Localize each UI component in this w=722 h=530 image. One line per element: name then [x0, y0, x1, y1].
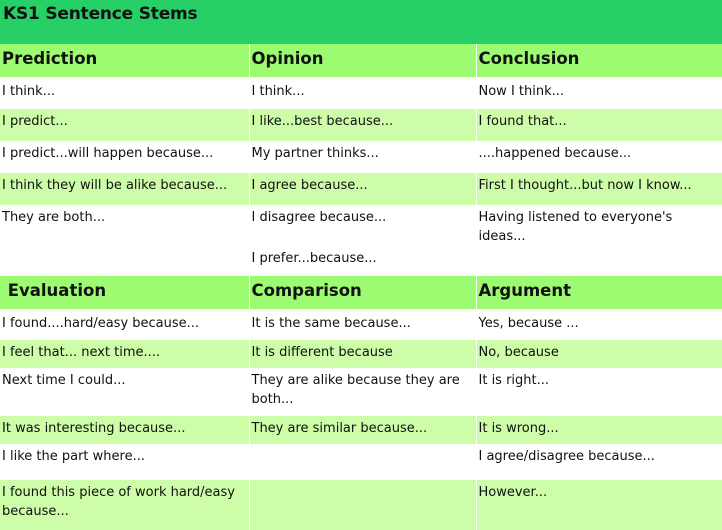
table-row — [0, 310, 722, 340]
table-cell: I prefer...because... — [249, 246, 476, 283]
header-evaluation: Evaluation — [0, 276, 249, 310]
table-row — [0, 205, 722, 246]
table-cell: I think they will be alike because... — [0, 173, 249, 205]
table-row — [0, 109, 722, 141]
table-cell: No, because — [476, 340, 722, 368]
table-cell: I predict... — [0, 109, 249, 141]
header-conclusion: Conclusion — [476, 44, 722, 78]
table-cell: ....happened because... — [476, 141, 722, 173]
table-cell — [249, 444, 476, 480]
table-cell: They are similar because... — [249, 416, 476, 444]
table-cell: Having listened to everyone's ideas... — [476, 205, 722, 246]
header-opinion: Opinion — [249, 44, 476, 78]
table-cell: It is right... — [476, 368, 722, 416]
table-cell: I found....hard/easy because... — [0, 310, 249, 340]
table-cell — [249, 480, 476, 530]
table-row — [0, 444, 722, 480]
header-argument: Argument — [476, 276, 722, 310]
table-row — [0, 78, 722, 109]
header-comparison: Comparison — [249, 276, 476, 310]
table-cell: I found that... — [476, 109, 722, 141]
table-cell: I like...best because... — [249, 109, 476, 141]
table-row — [0, 340, 722, 368]
table-cell: I like the part where... — [0, 444, 249, 480]
table-cell: First I thought...but now I know... — [476, 173, 722, 205]
table-cell: It was interesting because... — [0, 416, 249, 444]
table-row — [0, 416, 722, 444]
table-row — [0, 173, 722, 205]
table-cell: They are both... — [0, 205, 249, 246]
section-1-table — [0, 44, 722, 283]
table-cell: I think... — [0, 78, 249, 109]
table-cell: It is the same because... — [249, 310, 476, 340]
table-cell: They are alike because they are both... — [249, 368, 476, 416]
table-cell: I agree because... — [249, 173, 476, 205]
table-row — [0, 368, 722, 416]
table-cell: I think... — [249, 78, 476, 109]
table-cell: Now I think... — [476, 78, 722, 109]
table-cell: I predict...will happen because... — [0, 141, 249, 173]
table-cell: My partner thinks... — [249, 141, 476, 173]
table-cell: However... — [476, 480, 722, 530]
table-cell: Yes, because ... — [476, 310, 722, 340]
header-prediction: Prediction — [0, 44, 249, 78]
table-row — [0, 141, 722, 173]
section-2-header-row — [0, 276, 722, 310]
page-title: KS1 Sentence Stems — [0, 0, 722, 44]
table-cell: It is different because — [249, 340, 476, 368]
table-cell: I disagree because... — [249, 205, 476, 246]
table-cell: I feel that... next time.... — [0, 340, 249, 368]
section-2-table — [0, 276, 722, 530]
section-1-header-row — [0, 44, 722, 78]
table-cell: I found this piece of work hard/easy because... — [0, 480, 249, 530]
table-row — [0, 480, 722, 530]
table-cell: It is wrong... — [476, 416, 722, 444]
table-cell: Next time I could... — [0, 368, 249, 416]
table-cell: I agree/disagree because... — [476, 444, 722, 480]
